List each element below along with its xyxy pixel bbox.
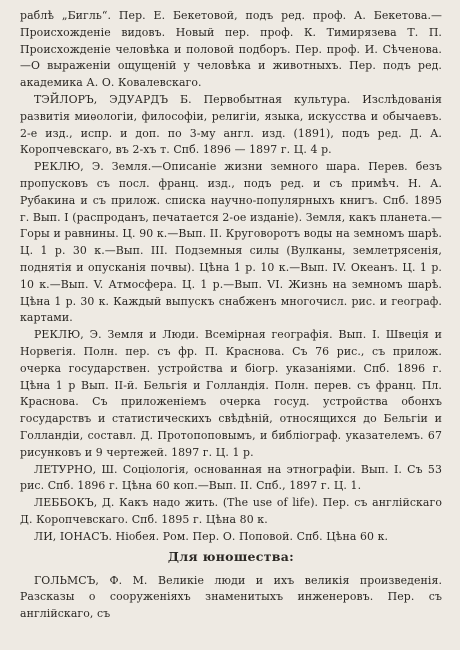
catalog-entry-lie: ЛИ, ІОНАСЪ. Ніобея. Ром. Пер. О. Поповой. Спб. Цѣна 60 к. [34,529,389,543]
catalog-entry-reclus-earth: РЕКЛЮ, Э. Земля.—Описаніе жизни земного шара. Перев. безъ пропусковъ съ посл. франц. изд., подъ ред. и съ примѣч. Н. А. Рубакина и съ прилож. списка научно-популярныхъ книгъ. Спб. 1895 г. Вып. I (распроданъ, печатается 2-ое изданіе). Земля, какъ планета.—Горы и равнины. Ц. 90 к.—Вып. II. Круговоротъ воды на земномъ шарѣ. Ц. 1 р. 30 к.—Вып. III. Подземныя силы (Вулканы, землетрясенія, поднятія и опусканія почвы). Цѣна 1 р. 10 к.—Вып. IV. Океанъ. Ц. 1 р. 10 к.—Вып. V. Атмосфера. Ц. 1 р.—Вып. VI. Жизнь на земномъ шарѣ. Цѣна 1 р. 30 к. Каждый выпускъ снабженъ многочисл. рис. и географ. картами. [20,160,442,325]
catalog-entry-lubbock: ЛЕББОКЪ, Д. Какъ надо жить. (The use of life). Пер. съ англійскаго Д. Коропчевскаго. Спб. 1895 г. Цѣна 80 к. [20,496,442,526]
catalog-entry-darwin-continued: раблѣ „Бигль“. Пер. Е. Бекетовой, подъ ред. проф. А. Бекетова.—Происхожденіе видовъ. Новый пер. проф. К. Тимирязева Т. П. Происхожденіе человѣка и половой подборъ. Пер. проф. И. Сѣченова.—О выраженіи ощущеній у человѣка и животныхъ. Пер. подъ ред. академика А. О. Ковалевскаго. [20,9,442,90]
catalog-entry-reclus-earth-and-people: РЕКЛЮ, Э. Земля и Люди. Всемірная географія. Вып. I. Швеція и Норвегія. Полн. пер. съ фр. П. Краснова. Съ 76 рис., съ прилож. очерка государствен. устройства и біогр. указаніями. Спб. 1896 г. Цѣна 1 р Вып. II-й. Бельгія и Голландія. Полн. перев. съ франц. Пл. Краснова. Съ приложеніемъ очерка госуд. устройства обонхъ государствъ и статистическихъ свѣдѣній, относящихся до Бельгіи и Голландіи, составл. Д. Протопоповымъ, и библіограф. указателемъ. 67 рисунковъ и 9 чертежей. 1897 г. Ц. 1 р. [20,328,442,459]
catalog-entry-tylor: ТЭЙЛОРЪ, ЭДУАРДЪ Б. Первобытная культура. Изслѣдованія развитія миѳологіи, философіи, религіи, языка, искусства и обычаевъ. 2-е изд., испр. и доп. по 3-му англ. изд. (1891), подъ ред. Д. А. Коропчевскаго, въ 2-хъ т. Спб. 1896 — 1897 г. Ц. 4 р. [20,92,442,157]
catalog-entry-holmes: ГОЛЬМСЪ, Ф. М. Великіе люди и ихъ великія произведенія. Разсказы о сооруженіяхъ знаменитыхъ инженеровъ. Пер. съ англійскаго, съ [20,573,442,621]
catalog-entry-letourneau: ЛЕТУРНО, Ш. Соціологія, основанная на этнографіи. Вып. I. Съ 53 рис. Спб. 1896 г. Цѣна 60 коп.—Вып. II. Спб., 1897 г. Ц. 1. [20,462,442,493]
section-heading-youth: Для юношества: [167,548,295,564]
